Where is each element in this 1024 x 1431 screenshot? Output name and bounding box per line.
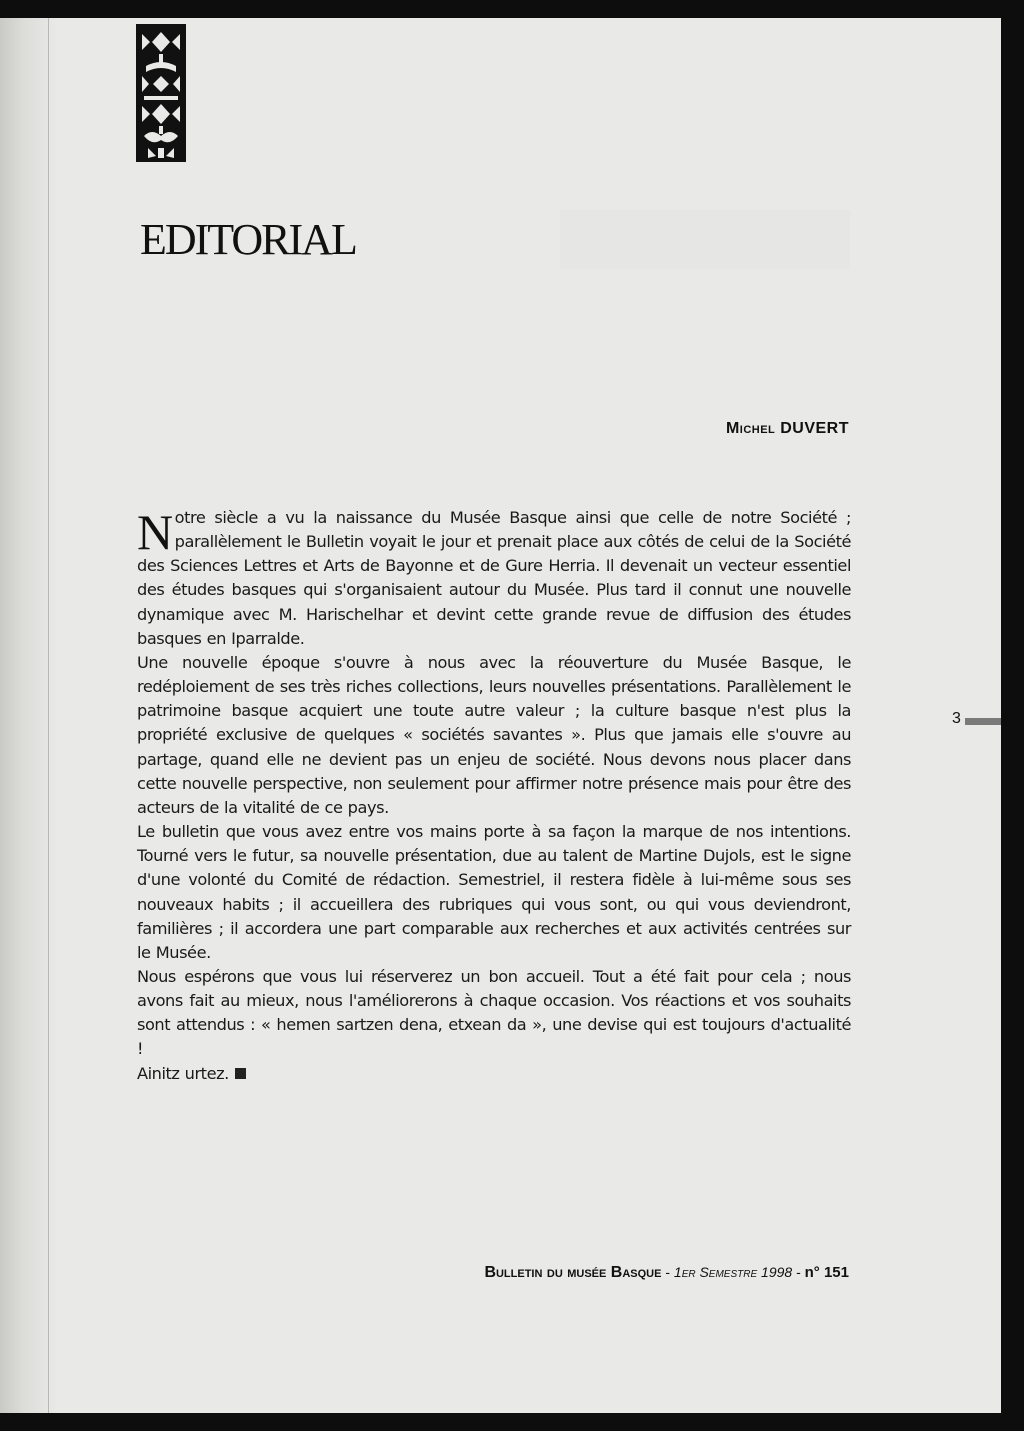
paragraph-5	[137, 1062, 851, 1086]
drop-cap: N	[137, 504, 173, 560]
footer-bulletin-name: Bulletin du musée Basque	[484, 1264, 662, 1281]
page-title: EDITORIAL	[140, 215, 356, 264]
spine-shadow	[0, 18, 58, 1413]
paragraph-4: Nous espérons que vous lui réserverez un bon accueil. Tout a été fait pour cela ; nous avons fait au mieux, nous l'améliorerons à chaque occasion. Vos réactions et vos souhaits sont attendus : « hemen sartzen dena, etxean da », une devise qui est toujours d'actualité !	[137, 966, 851, 1059]
end-mark-icon	[235, 1068, 246, 1079]
spine-line	[48, 18, 49, 1413]
author-name	[726, 420, 849, 438]
paragraph-2: Une nouvelle époque s'ouvre à nous avec la réouverture du Musée Basque, le redéploiement de ses très riches collections, leurs nouvelles présentations. Parallèlement le patrimoine basque acquiert une toute autre valeur ; la culture basque n'est plus la propriété exclusive de quelques « sociétés savantes ». Plus que jamais elle s'ouvre au partage, quand elle ne devient pas un enjeu de société. Nous devons nous placer dans cette nouvelle perspective, non seulement pour affirmer notre présence mais pour être des acteurs de la vitalité de ce pays.	[137, 652, 851, 817]
footer-issue-number: n° 151	[804, 1264, 849, 1281]
footer-separator-1: -	[661, 1264, 674, 1280]
page	[0, 18, 1001, 1413]
article-body	[137, 506, 851, 1086]
page-tab-marker	[965, 718, 1001, 725]
footer-separator-2: -	[792, 1264, 805, 1280]
footer-semester: 1er Semestre 1998	[673, 1264, 793, 1280]
author-first-name: Michel	[725, 420, 776, 437]
page-number: 3	[952, 710, 961, 727]
paragraph-3: Le bulletin que vous avez entre vos mains porte à sa façon la marque de nos intentions. Tourné vers le futur, sa nouvelle présentation, due au talent de Martine Dujols, est le signe d'une volonté du Comité de rédaction. Semestriel, il restera fidèle à lui-même sous ses nouveaux habits ; il accueillera des rubriques qui vous sont, ou qui vous deviendront, familières ; il accordera une part comparable aux recherches et aux activités centrées sur le Musée.	[137, 822, 851, 962]
author-last-name: DUVERT	[780, 420, 849, 437]
paragraph-1	[137, 506, 851, 651]
show-through-shadow	[560, 210, 850, 270]
paragraph-1-text: otre siècle a vu la naissance du Musée Basque ainsi que celle de notre Société ; parallèlement le Bulletin voyait le jour et prenait place aux côtés de celui de la Société des Sciences Lettres et Arts de Bayonne et de Gure Herria. Il devenait un vecteur essentiel des études basques qui s'organisaient autour du Musée. Plus tard il connut une nouvelle dynamique avec M. Harischelhar et devint cette grande revue de diffusion des études basques en Iparralde.	[137, 508, 851, 648]
basque-ornament-icon	[136, 24, 186, 162]
closing-line: Ainitz urtez.	[137, 1063, 229, 1083]
footer	[484, 1264, 849, 1282]
